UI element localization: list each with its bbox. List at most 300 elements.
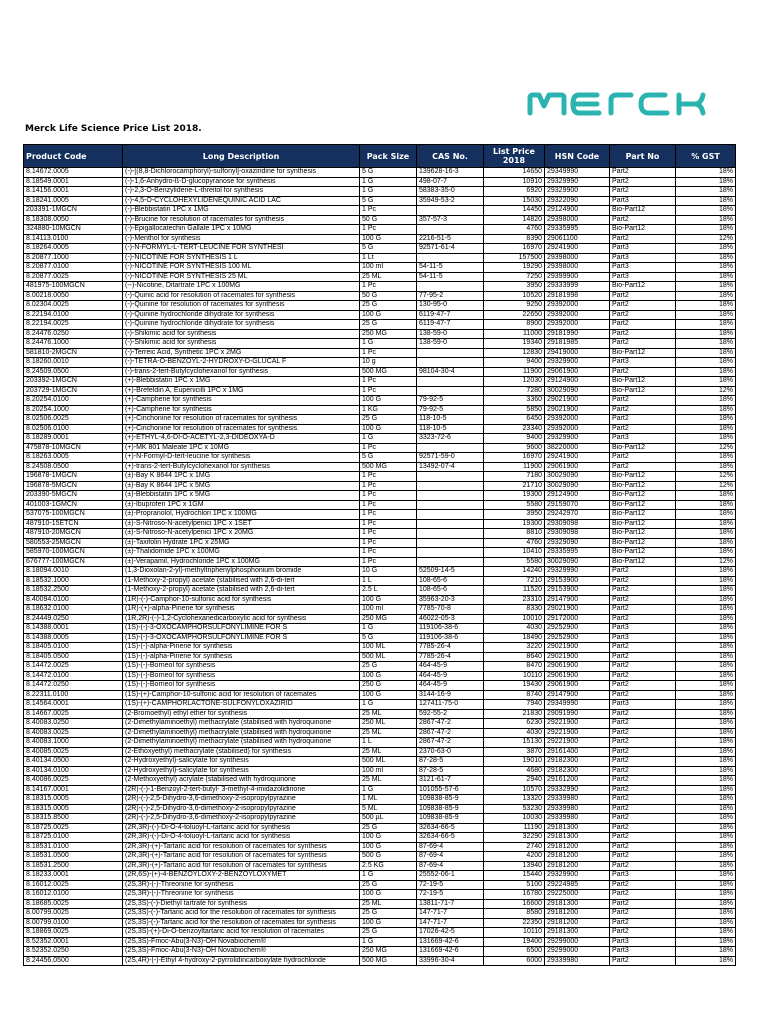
cell-pack-size: 100 G	[360, 890, 417, 900]
cell-hsn-code: 38220000	[545, 443, 610, 453]
cell-pack-size: 10 G	[360, 567, 417, 577]
cell-product-code: 8.22194.0100	[24, 310, 123, 320]
cell-gst: 18%	[676, 453, 736, 463]
cell-part-no: Part2	[610, 909, 676, 919]
cell-list-price: 8810	[484, 529, 545, 539]
cell-part-no: Part2	[610, 567, 676, 577]
cell-part-no: Part2	[610, 424, 676, 434]
cell-cas-no: 92571-61-4	[417, 244, 484, 254]
cell-cas-no: 464-45-9	[417, 681, 484, 691]
table-row	[24, 804, 736, 814]
cell-long-description: (2-Methoxyethyl) acrylate (stabilised with hydroquinone	[123, 776, 360, 786]
cell-product-code: 8.00799.0100	[24, 918, 123, 928]
cell-hsn-code: 29339980	[545, 814, 610, 824]
table-row	[24, 633, 736, 643]
cell-gst: 18%	[676, 548, 736, 558]
cell-part-no: Part2	[610, 339, 676, 349]
cell-cas-no: 17026-42-5	[417, 928, 484, 938]
table-row	[24, 462, 736, 472]
cell-cas-no	[417, 557, 484, 567]
cell-long-description: (+)-Cinchonine for resolution of racemates for synthesis	[123, 415, 360, 425]
cell-product-code: 8.18308.0050	[24, 215, 123, 225]
cell-long-description: (-)-Blebbistatin 1PC x 1MG	[123, 206, 360, 216]
cell-product-code: 8.52352.0250	[24, 947, 123, 957]
cell-product-code: 203391-1MGCN	[24, 206, 123, 216]
cell-list-price: 3870	[484, 747, 545, 757]
cell-product-code: 8.22194.0025	[24, 320, 123, 330]
table-row	[24, 310, 736, 320]
header-part-no: Part No	[610, 145, 676, 168]
cell-pack-size: 1 Pc	[360, 519, 417, 529]
cell-long-description: (1S)-(-)-3-OXOCAMPHORSULFONYLIMINE FOR S	[123, 633, 360, 643]
cell-long-description: (-)-Quinic acid for resolution of racemates for synthesis	[123, 291, 360, 301]
cell-pack-size: 250 G	[360, 681, 417, 691]
cell-cas-no: 32634-66-5	[417, 833, 484, 843]
cell-list-price: 11900	[484, 462, 545, 472]
cell-list-price: 15030	[484, 196, 545, 206]
table-row	[24, 177, 736, 187]
cell-list-price: 16970	[484, 244, 545, 254]
cell-list-price: 14240	[484, 567, 545, 577]
cell-cas-no	[417, 348, 484, 358]
cell-long-description: (-)-[(8,8-Dichlorocamphoryl)-sulfonyl]-oxaziridine for synthesis	[123, 168, 360, 178]
cell-pack-size: 1 G	[360, 177, 417, 187]
cell-pack-size: 10 g	[360, 358, 417, 368]
cell-cas-no: 109838-85-9	[417, 804, 484, 814]
cell-gst: 18%	[676, 738, 736, 748]
cell-cas-no: 7785-26-4	[417, 643, 484, 653]
table-row	[24, 871, 736, 881]
cell-cas-no: 98104-30-4	[417, 367, 484, 377]
table-row	[24, 861, 736, 871]
cell-gst: 18%	[676, 681, 736, 691]
cell-part-no: Part2	[610, 662, 676, 672]
table-row	[24, 272, 736, 282]
cell-long-description: (±)-Bay K 8644 1PC x 1MG	[123, 472, 360, 482]
cell-long-description: (±)-Taxifolin Hydrate 1PC x 25MG	[123, 538, 360, 548]
cell-part-no: Part2	[610, 804, 676, 814]
cell-cas-no: 131669-42-6	[417, 937, 484, 947]
table-row	[24, 909, 736, 919]
cell-part-no: Part2	[610, 595, 676, 605]
cell-gst: 18%	[676, 605, 736, 615]
cell-cas-no: 147-71-7	[417, 918, 484, 928]
cell-hsn-code: 29221900	[545, 728, 610, 738]
cell-pack-size: 50 G	[360, 291, 417, 301]
cell-pack-size: 100 ML	[360, 643, 417, 653]
cell-hsn-code: 29181990	[545, 329, 610, 339]
cell-part-no: Part2	[610, 795, 676, 805]
cell-cas-no	[417, 491, 484, 501]
cell-pack-size: 100 G	[360, 918, 417, 928]
table-row	[24, 652, 736, 662]
cell-long-description: (-)-4,5-O-CYCLOHEXYLIDENEQUINIC ACID LAC	[123, 196, 360, 206]
cell-product-code: 481975-100MGCN	[24, 282, 123, 292]
cell-hsn-code: 29392000	[545, 415, 610, 425]
table-row	[24, 301, 736, 311]
cell-product-code: 8.40083.0025	[24, 728, 123, 738]
cell-hsn-code: 29021900	[545, 643, 610, 653]
cell-pack-size: 1 Pc	[360, 377, 417, 387]
cell-long-description: (+)-ETHYL-4,6-DI-O-ACETYL-2,3-DIDEOXYA-D	[123, 434, 360, 444]
cell-part-no: Part3	[610, 272, 676, 282]
cell-part-no: Part2	[610, 757, 676, 767]
cell-hsn-code: 29181200	[545, 861, 610, 871]
cell-hsn-code: 29225000	[545, 890, 610, 900]
cell-cas-no: 118-10-5	[417, 424, 484, 434]
cell-part-no: Bio-Part12	[610, 472, 676, 482]
cell-part-no: Part2	[610, 643, 676, 653]
cell-hsn-code: 29181300	[545, 823, 610, 833]
cell-long-description: (1S)-(-)-3-OXOCAMPHORSULFONYLIMINE FOR S	[123, 624, 360, 634]
cell-part-no: Part3	[610, 937, 676, 947]
table-row	[24, 605, 736, 615]
cell-hsn-code: 29309098	[545, 529, 610, 539]
cell-list-price: 23310	[484, 595, 545, 605]
cell-long-description: (-)-Quinine for resolution of racemates for synthesis	[123, 301, 360, 311]
cell-product-code: 8.40134.0100	[24, 766, 123, 776]
cell-product-code: 203729-1MGCN	[24, 386, 123, 396]
cell-hsn-code: 29335995	[545, 225, 610, 235]
cell-gst: 18%	[676, 928, 736, 938]
cell-cas-no: 2867-47-2	[417, 719, 484, 729]
cell-cas-no: 35949-53-2	[417, 196, 484, 206]
cell-long-description: (2S,3S)-Fmoc-Abu(3-N3)-OH Novabiochem®	[123, 947, 360, 957]
cell-list-price: 23340	[484, 424, 545, 434]
cell-product-code: 676777-100MGCN	[24, 557, 123, 567]
table-row	[24, 291, 736, 301]
cell-hsn-code: 29224985	[545, 880, 610, 890]
cell-hsn-code: 29392000	[545, 310, 610, 320]
cell-part-no: Bio-Part12	[610, 348, 676, 358]
table-row	[24, 367, 736, 377]
cell-gst: 18%	[676, 861, 736, 871]
cell-gst: 18%	[676, 491, 736, 501]
cell-long-description: (1-Methoxy-2-propyl) acetate (stabilised with 2,6-di-tert	[123, 586, 360, 596]
cell-pack-size: 100 G	[360, 424, 417, 434]
cell-pack-size: 100 G	[360, 310, 417, 320]
cell-list-price: 11000	[484, 329, 545, 339]
cell-part-no: Part2	[610, 652, 676, 662]
cell-list-price: 16780	[484, 890, 545, 900]
cell-hsn-code: 29061900	[545, 671, 610, 681]
cell-list-price: 4030	[484, 624, 545, 634]
cell-hsn-code: 29181200	[545, 852, 610, 862]
cell-pack-size: 25 G	[360, 662, 417, 672]
cell-product-code: 8.18685.0025	[24, 899, 123, 909]
cell-pack-size: 500 ML	[360, 652, 417, 662]
cell-part-no: Bio-Part12	[610, 500, 676, 510]
cell-long-description: (--)-Nicotine, Ditartrate 1PC x 100MG	[123, 282, 360, 292]
cell-cas-no: 87-69-4	[417, 852, 484, 862]
cell-cas-no: 119106-38-6	[417, 633, 484, 643]
cell-part-no: Part2	[610, 367, 676, 377]
cell-gst: 18%	[676, 804, 736, 814]
cell-gst: 18%	[676, 833, 736, 843]
cell-pack-size: 1 Pc	[360, 538, 417, 548]
cell-pack-size: 25 G	[360, 301, 417, 311]
cell-product-code: 8.24476.1000	[24, 339, 123, 349]
cell-cas-no: 592-55-2	[417, 709, 484, 719]
table-row	[24, 899, 736, 909]
cell-list-price: 19340	[484, 339, 545, 349]
cell-list-price: 8330	[484, 605, 545, 615]
cell-pack-size: 1 KG	[360, 405, 417, 415]
cell-long-description: (2-Ethoxyethyl) methacrylate (stabilised) for synthesis	[123, 747, 360, 757]
table-row	[24, 168, 736, 178]
table-row	[24, 196, 736, 206]
cell-part-no: Part2	[610, 396, 676, 406]
cell-long-description: (-)-Terreic Acid, Synthetic 1PC x 2MG	[123, 348, 360, 358]
table-row	[24, 947, 736, 957]
cell-product-code: 8.02506.0025	[24, 415, 123, 425]
cell-gst: 18%	[676, 301, 736, 311]
cell-hsn-code: 29329990	[545, 177, 610, 187]
cell-part-no: Bio-Part12	[610, 386, 676, 396]
cell-long-description: (1,3-Dioxolan-2-yl)-methyltriphenylphosphonium bromide	[123, 567, 360, 577]
cell-pack-size: 25 G	[360, 880, 417, 890]
cell-part-no: Part2	[610, 842, 676, 852]
header-gst: % GST	[676, 145, 736, 168]
cell-hsn-code: 29061900	[545, 662, 610, 672]
cell-long-description: (+)-MK 801 Maleate 1PC x 10MG	[123, 443, 360, 453]
cell-part-no: Part3	[610, 253, 676, 263]
cell-pack-size: 1 L	[360, 576, 417, 586]
table-row	[24, 415, 736, 425]
cell-long-description: (1S)-(+)-Camphor-10-sulfonic acid for resolution of racemates	[123, 690, 360, 700]
table-row	[24, 329, 736, 339]
cell-list-price: 6000	[484, 956, 545, 966]
table-row	[24, 263, 736, 273]
cell-product-code: 203390-5MGCN	[24, 491, 123, 501]
cell-hsn-code: 29299000	[545, 947, 610, 957]
cell-list-price: 15130	[484, 738, 545, 748]
cell-hsn-code: 29309098	[545, 519, 610, 529]
table-row	[24, 842, 736, 852]
cell-gst: 18%	[676, 766, 736, 776]
cell-gst: 18%	[676, 671, 736, 681]
table-row	[24, 472, 736, 482]
cell-list-price: 4030	[484, 728, 545, 738]
cell-product-code: 324880-10MGCN	[24, 225, 123, 235]
table-row	[24, 358, 736, 368]
cell-pack-size: 25 ML	[360, 728, 417, 738]
table-row	[24, 225, 736, 235]
merck-logo	[527, 92, 734, 116]
cell-hsn-code: 29329990	[545, 567, 610, 577]
table-row	[24, 890, 736, 900]
cell-long-description: (1S)-(-)-Borneol for synthesis	[123, 662, 360, 672]
cell-list-price: 21830	[484, 709, 545, 719]
cell-cas-no: 87-28-5	[417, 757, 484, 767]
cell-hsn-code: 29322090	[545, 196, 610, 206]
cell-gst: 18%	[676, 244, 736, 254]
cell-long-description: (2R)-(-)-1-Benzoyl-2-tert-butyl- 3-methyl-4-imidazolidinone	[123, 785, 360, 795]
cell-product-code: 8.00218.0050	[24, 291, 123, 301]
cell-gst: 18%	[676, 329, 736, 339]
cell-pack-size: 250 MG	[360, 614, 417, 624]
cell-part-no: Part2	[610, 177, 676, 187]
cell-pack-size: 1 Pc	[360, 500, 417, 510]
cell-product-code: 8.40085.0025	[24, 747, 123, 757]
cell-hsn-code: 29161400	[545, 747, 610, 757]
cell-cas-no: 2216-51-5	[417, 234, 484, 244]
cell-hsn-code: 29329900	[545, 434, 610, 444]
table-row	[24, 386, 736, 396]
cell-gst: 18%	[676, 253, 736, 263]
cell-product-code: 8.24456.0500	[24, 956, 123, 966]
table-row	[24, 434, 736, 444]
table-row	[24, 709, 736, 719]
cell-long-description: (1S)-(-)-alpha-Pinene for synthesis	[123, 643, 360, 653]
cell-gst: 18%	[676, 690, 736, 700]
cell-gst: 12%	[676, 386, 736, 396]
cell-hsn-code: 29329090	[545, 538, 610, 548]
cell-gst: 18%	[676, 871, 736, 881]
cell-list-price: 8470	[484, 662, 545, 672]
table-row	[24, 339, 736, 349]
cell-gst: 18%	[676, 263, 736, 273]
table-row	[24, 833, 736, 843]
cell-gst: 18%	[676, 852, 736, 862]
cell-product-code: 8.14167.0001	[24, 785, 123, 795]
cell-product-code: 8.20254.1000	[24, 405, 123, 415]
cell-pack-size: 1 Pc	[360, 491, 417, 501]
cell-cas-no: 13811-71-7	[417, 899, 484, 909]
cell-pack-size: 25 ML	[360, 899, 417, 909]
table-row	[24, 215, 736, 225]
cell-long-description: (-)-NICOTINE FOR SYNTHESIS 25 ML	[123, 272, 360, 282]
cell-cas-no	[417, 282, 484, 292]
table-row	[24, 643, 736, 653]
cell-long-description: (2R,3R)-(-)-Di-O-4-toluoyl-L-tartaric acid for synthesis	[123, 823, 360, 833]
cell-cas-no: 3144-16-9	[417, 690, 484, 700]
cell-pack-size: 1 G	[360, 785, 417, 795]
cell-hsn-code: 29392000	[545, 424, 610, 434]
cell-hsn-code: 29252900	[545, 633, 610, 643]
cell-list-price: 9400	[484, 358, 545, 368]
cell-long-description: (2S,4R)-(-)-Ethyl 4-hydroxy-2-pyrrolidincarboxylate hydrochloride	[123, 956, 360, 966]
cell-part-no: Part2	[610, 405, 676, 415]
table-body	[24, 168, 736, 966]
cell-part-no: Part2	[610, 187, 676, 197]
cell-gst: 18%	[676, 700, 736, 710]
cell-gst: 18%	[676, 785, 736, 795]
cell-long-description: (+)-trans-2-tert-Butylcyclohexanol for synthesis	[123, 462, 360, 472]
cell-list-price: 10520	[484, 291, 545, 301]
cell-product-code: 8.14564.0001	[24, 700, 123, 710]
cell-cas-no: 2867-47-2	[417, 738, 484, 748]
cell-gst: 18%	[676, 614, 736, 624]
cell-long-description: (±)-Verapamil, Hydrochloride 1PC x 100MG	[123, 557, 360, 567]
cell-product-code: 8.18260.0010	[24, 358, 123, 368]
cell-cas-no	[417, 206, 484, 216]
cell-part-no: Part2	[610, 576, 676, 586]
cell-product-code: 8.18264.0005	[24, 244, 123, 254]
cell-part-no: Bio-Part12	[610, 519, 676, 529]
cell-gst: 18%	[676, 282, 736, 292]
cell-product-code: 8.22311.0100	[24, 690, 123, 700]
cell-cas-no: 6119-47-7	[417, 320, 484, 330]
header-list-price: List Price 2018	[484, 145, 545, 168]
cell-product-code: 8.18241.0005	[24, 196, 123, 206]
cell-product-code: 196878-5MGCN	[24, 481, 123, 491]
cell-part-no: Part3	[610, 358, 676, 368]
cell-gst: 18%	[676, 823, 736, 833]
cell-hsn-code: 29399900	[545, 272, 610, 282]
cell-pack-size: 500 G	[360, 852, 417, 862]
cell-long-description: (±)-Thalidomide 1PC x 100MG	[123, 548, 360, 558]
cell-hsn-code: 29398000	[545, 253, 610, 263]
cell-list-price: 14820	[484, 215, 545, 225]
cell-part-no: Bio-Part12	[610, 557, 676, 567]
cell-part-no: Bio-Part12	[610, 548, 676, 558]
cell-product-code: 8.24449.0250	[24, 614, 123, 624]
cell-pack-size: 1 Pc	[360, 348, 417, 358]
table-row	[24, 234, 736, 244]
table-row	[24, 244, 736, 254]
cell-list-price: 32290	[484, 833, 545, 843]
cell-pack-size: 500 µL	[360, 814, 417, 824]
table-row	[24, 491, 736, 501]
cell-part-no: Part2	[610, 738, 676, 748]
cell-hsn-code: 29153900	[545, 576, 610, 586]
cell-pack-size: 250 MG	[360, 329, 417, 339]
cell-product-code: 8.18315.0005	[24, 795, 123, 805]
cell-pack-size: 1 G	[360, 624, 417, 634]
cell-cas-no: 119106-38-6	[417, 624, 484, 634]
cell-gst: 18%	[676, 814, 736, 824]
cell-pack-size: 25 G	[360, 909, 417, 919]
cell-hsn-code: 30029090	[545, 557, 610, 567]
cell-long-description: (±)-Bay K 8644 1PC x 5MG	[123, 481, 360, 491]
cell-cas-no: 79-92-5	[417, 396, 484, 406]
cell-gst: 18%	[676, 177, 736, 187]
table-row	[24, 928, 736, 938]
cell-pack-size: 25 ML	[360, 272, 417, 282]
table-row	[24, 576, 736, 586]
cell-long-description: (2-Dimethylaminoethyl) methacrylate (stabilised with hydroquinone	[123, 719, 360, 729]
cell-product-code: 8.18532.2500	[24, 586, 123, 596]
cell-cas-no: 7785-26-4	[417, 652, 484, 662]
cell-cas-no: 131669-42-6	[417, 947, 484, 957]
cell-list-price: 22350	[484, 918, 545, 928]
cell-pack-size: 100 ml	[360, 263, 417, 273]
table-row	[24, 320, 736, 330]
cell-list-price: 12030	[484, 377, 545, 387]
cell-cas-no	[417, 358, 484, 368]
cell-hsn-code: 29332990	[545, 785, 610, 795]
cell-pack-size: 1 Pc	[360, 557, 417, 567]
cell-long-description: (+)-Blebbistatin 1PC x 1MG	[123, 377, 360, 387]
table-row	[24, 814, 736, 824]
cell-pack-size: 1 G	[360, 700, 417, 710]
cell-part-no: Part3	[610, 700, 676, 710]
table-row	[24, 823, 736, 833]
cell-product-code: 8.40094.0100	[24, 595, 123, 605]
cell-part-no: Part2	[610, 234, 676, 244]
cell-list-price: 8900	[484, 320, 545, 330]
cell-gst: 18%	[676, 348, 736, 358]
document-title: Merck Life Science Price List 2018.	[25, 124, 202, 134]
cell-cas-no: 79-92-5	[417, 405, 484, 415]
cell-cas-no: 138-59-0	[417, 339, 484, 349]
cell-cas-no: 464-45-9	[417, 662, 484, 672]
cell-pack-size: 2.5 L	[360, 586, 417, 596]
cell-long-description: (2S,3R)-(-)-Threonine for synthesis	[123, 890, 360, 900]
cell-hsn-code: 29147900	[545, 595, 610, 605]
cell-list-price: 2740	[484, 842, 545, 852]
